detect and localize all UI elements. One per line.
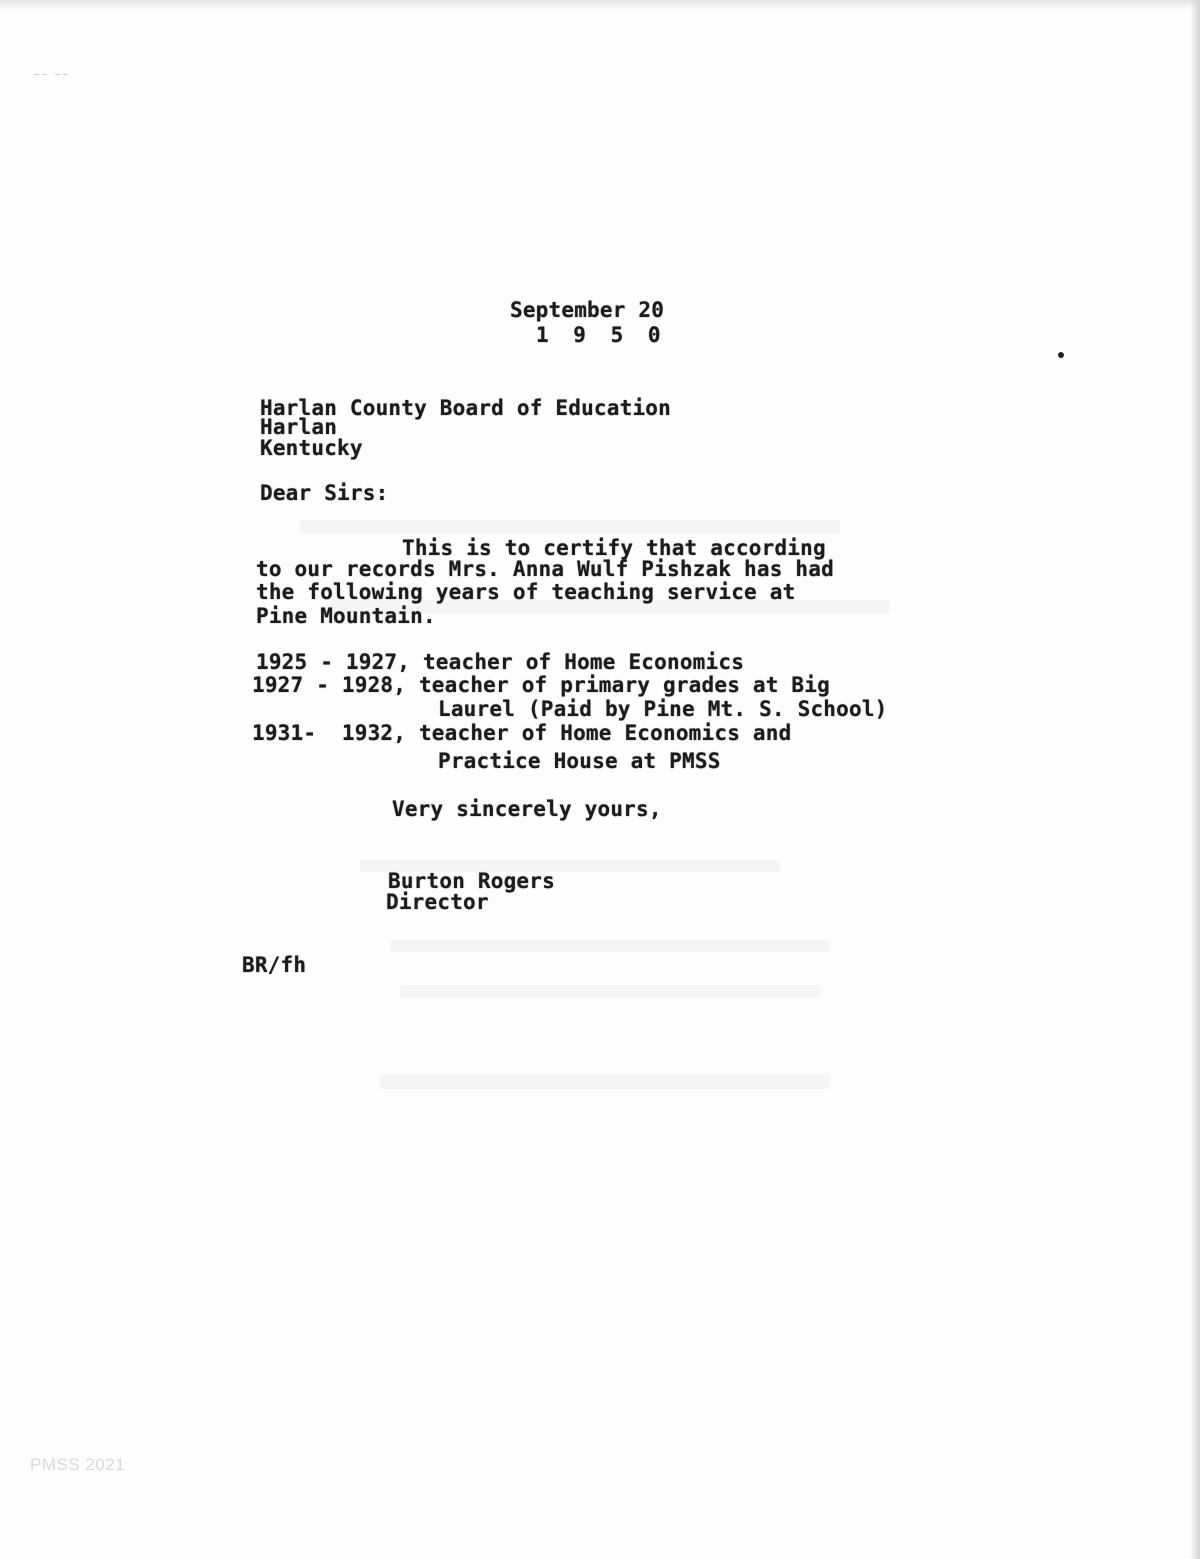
bleed-through-line xyxy=(300,520,840,534)
recipient-name: Harlan County Board of Education xyxy=(260,396,671,420)
body-line: This is to certify that according xyxy=(402,536,826,560)
page-top-edge xyxy=(0,0,1200,10)
closing: Very sincerely yours, xyxy=(392,797,662,821)
letter-date: September 20 xyxy=(510,298,665,322)
recipient-city: Harlan xyxy=(260,415,338,439)
body-line: to our records Mrs. Anna Wulf Pishzak has had xyxy=(256,557,834,581)
signature-title: Director xyxy=(386,890,489,914)
ink-speck xyxy=(1058,352,1064,358)
page-right-edge xyxy=(1190,0,1200,1559)
recipient-state: Kentucky xyxy=(260,436,363,460)
corner-mark: ~~ ~~ xyxy=(34,70,71,81)
service-entry: 1931- 1932, teacher of Home Economics and xyxy=(252,721,792,745)
service-entry: Laurel (Paid by Pine Mt. S. School) xyxy=(438,697,888,721)
body-line: Pine Mountain. xyxy=(256,604,436,628)
typist-initials: BR/fh xyxy=(242,953,307,977)
body-line: the following years of teaching service at xyxy=(256,580,796,604)
letter-year: 1 9 5 0 xyxy=(536,323,667,347)
salutation: Dear Sirs: xyxy=(260,481,389,505)
service-entry: 1927 - 1928, teacher of primary grades at Big xyxy=(252,673,830,697)
bleed-through-line xyxy=(400,985,820,997)
bleed-through-line xyxy=(390,940,830,952)
service-entry: Practice House at PMSS xyxy=(438,749,721,773)
service-entry: 1925 - 1927, teacher of Home Economics xyxy=(256,650,745,674)
archive-watermark: PMSS 2021 xyxy=(30,1455,126,1474)
bleed-through-line xyxy=(380,1075,830,1089)
signature-name: Burton Rogers xyxy=(388,869,555,893)
